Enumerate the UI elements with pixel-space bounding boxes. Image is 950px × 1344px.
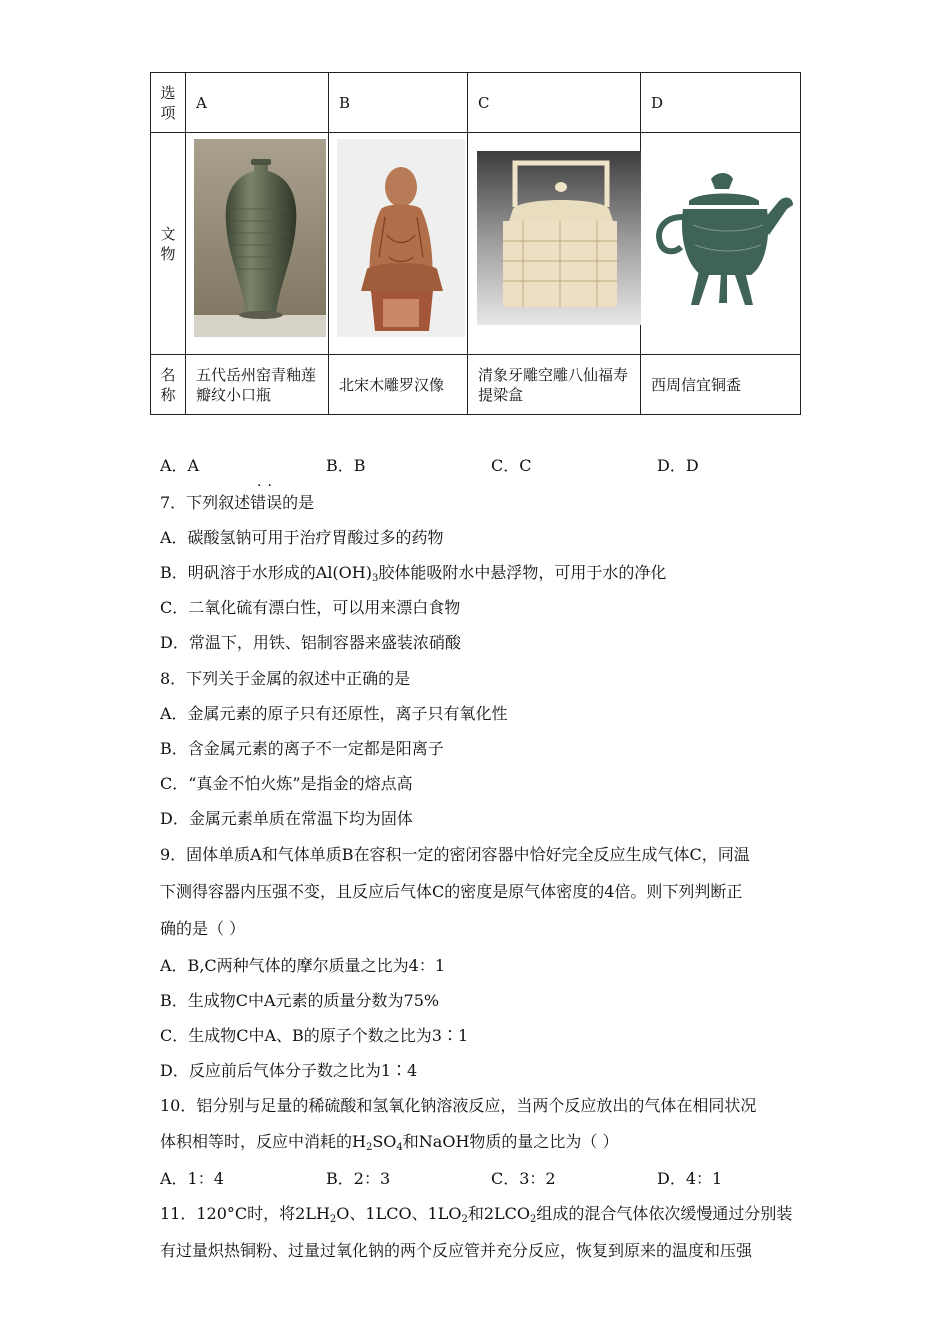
col-header-b: B xyxy=(329,73,468,133)
relic-name-a: 五代岳州窑青釉莲瓣纹小口瓶 xyxy=(186,355,329,415)
ivory-box-image xyxy=(477,151,641,325)
q6-option-c: C．C xyxy=(491,456,532,475)
q10-option-d: D．4：1 xyxy=(657,1169,723,1188)
row-label-relic: 文物 xyxy=(151,133,186,355)
relic-name-d: 西周信宜铜盉 xyxy=(641,355,801,415)
q9-stem-line2: 下测得容器内压强不变，且反应后气体C的密度是原气体密度的4倍。则下列判断正 xyxy=(160,882,743,901)
q9-stem-line3: 确的是（ ） xyxy=(160,919,246,938)
q7-option-c: C．二氧化硫有漂白性，可以用来漂白食物 xyxy=(160,598,461,617)
q8-option-a: A．金属元素的原子只有还原性，离子只有氧化性 xyxy=(160,704,508,723)
q10-option-c: C．3：2 xyxy=(491,1169,556,1188)
bronze-he-vessel-image xyxy=(649,161,799,311)
relic-image-b xyxy=(329,133,468,355)
q7-option-d: D．常温下，用铁、铝制容器来盛装浓硝酸 xyxy=(160,633,461,652)
q8-option-d: D．金属元素单质在常温下均为固体 xyxy=(160,809,413,828)
q7-stem: 7．下列叙述错误的是 xyxy=(160,493,315,512)
wooden-arhat-image xyxy=(337,139,465,337)
q8-stem: 8．下列关于金属的叙述中正确的是 xyxy=(160,669,411,688)
q10-option-b: B．2：3 xyxy=(326,1169,391,1188)
relic-name-b: 北宋木雕罗汉像 xyxy=(329,355,468,415)
q6-option-a: A．A xyxy=(160,456,200,475)
relic-name-c: 清象牙雕空雕八仙福寿提梁盒 xyxy=(468,355,641,415)
q9-stem-line1: 9．固体单质A和气体单质B在容积一定的密闭容器中恰好完全反应生成气体C，同温 xyxy=(160,845,750,864)
q7-option-b: B．明矾溶于水形成的$Al(OH)_3$胶体能吸附水中悬浮物，可用于水的净化 xyxy=(160,563,667,584)
relic-image-a xyxy=(186,133,329,355)
q11-stem-line2: 有过量炽热铜粉、过量过氧化钠的两个反应管并充分反应，恢复到原来的温度和压强 xyxy=(160,1241,753,1260)
q9-option-a: A．B,C两种气体的摩尔质量之比为4：1 xyxy=(160,956,446,975)
relic-image-d xyxy=(641,133,801,355)
col-header-c: C xyxy=(468,73,641,133)
q8-option-b: B．含金属元素的离子不一定都是阳离子 xyxy=(160,739,444,758)
row-label-option: 选项 xyxy=(151,73,186,133)
q10-option-a: A．1：4 xyxy=(160,1169,224,1188)
q9-option-c: C．生成物C中A、B的原子个数之比为3∶1 xyxy=(160,1026,469,1045)
col-header-d: D xyxy=(641,73,801,133)
q8-option-c: C．“真金不怕火炼”是指金的熔点高 xyxy=(160,774,413,793)
celadon-vase-image xyxy=(194,139,326,337)
q6-option-b: B．B xyxy=(326,456,366,475)
relic-image-c xyxy=(468,133,641,355)
q7-option-a: A．碳酸氢钠可用于治疗胃酸过多的药物 xyxy=(160,528,444,547)
q6-option-d: D．D xyxy=(657,456,699,475)
row-label-name: 名称 xyxy=(151,355,186,415)
q9-option-b: B．生成物C中A元素的质量分数为75% xyxy=(160,991,440,1010)
relics-table xyxy=(150,72,801,415)
q10-stem-line1: 10．铝分别与足量的稀硫酸和氢氧化钠溶液反应，当两个反应放出的气体在相同状况 xyxy=(160,1096,757,1115)
q10-stem-line2: 体积相等时，反应中消耗的$H_2SO_4$和NaOH物质的量之比为（ ） xyxy=(160,1132,619,1153)
emphasis-dots: ·· xyxy=(257,478,278,494)
q11-stem-line1: 11．120°C时，将$2LH_2O$、1LCO、$1LO_2$和$2LCO_2$组成的混合气体依次缓慢通过分别装 xyxy=(160,1204,793,1225)
q9-option-d: D．反应前后气体分子数之比为1∶4 xyxy=(160,1061,418,1080)
col-header-a: A xyxy=(186,73,329,133)
